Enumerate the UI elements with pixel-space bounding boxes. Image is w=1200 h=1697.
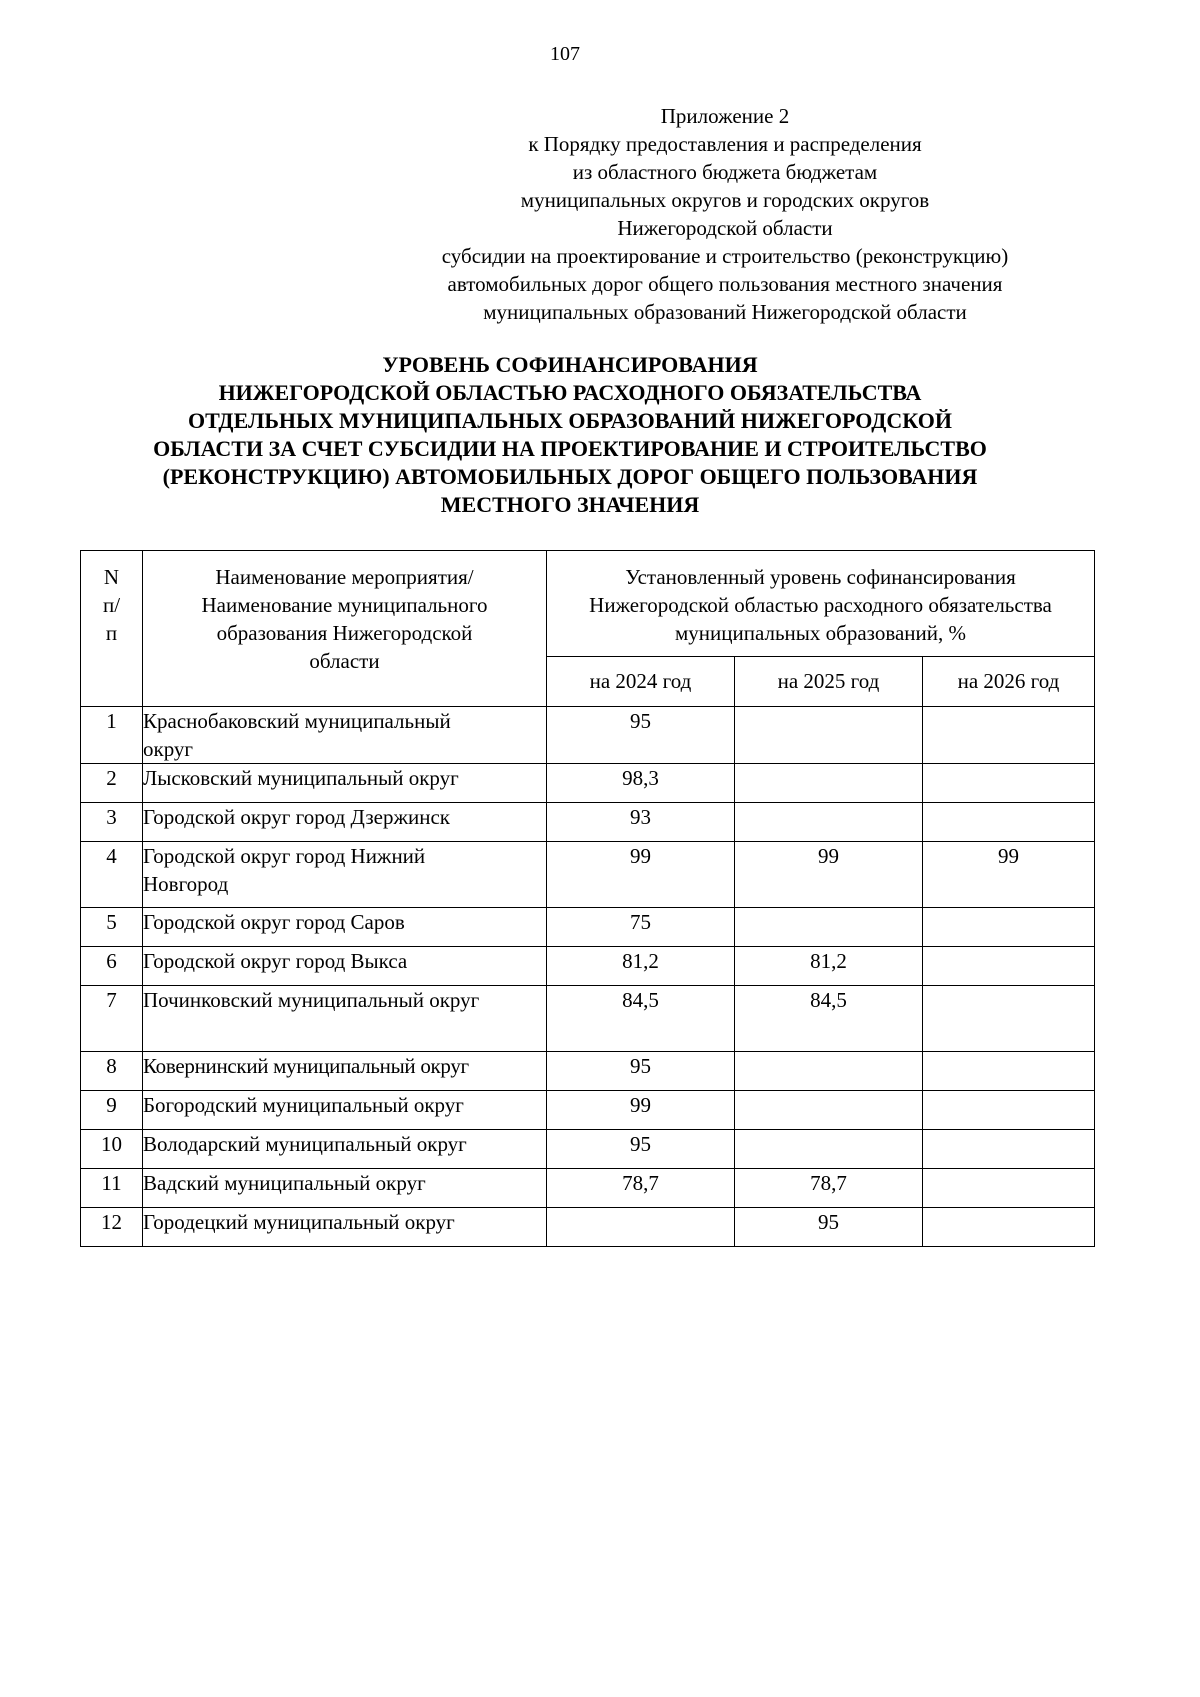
row-value-2026: 99 xyxy=(923,842,1095,908)
row-name: Ковернинский муниципальный округ xyxy=(143,1052,547,1091)
appendix-line: из областного бюджета бюджетам xyxy=(572,160,878,184)
header-year-text: на 2024 год xyxy=(589,669,692,693)
row-number: 7 xyxy=(81,986,143,1052)
row-value-2026 xyxy=(923,908,1095,947)
row-number: 6 xyxy=(81,947,143,986)
row-number: 10 xyxy=(81,1130,143,1169)
row-value-2024: 95 xyxy=(547,1130,735,1169)
row-value-2025 xyxy=(735,707,923,764)
row-value-2025: 99 xyxy=(735,842,923,908)
table-row xyxy=(81,986,1095,1052)
row-number: 5 xyxy=(81,908,143,947)
title-line: (РЕКОНСТРУКЦИЮ) АВТОМОБИЛЬНЫХ ДОРОГ ОБЩЕГО ПОЛЬЗОВАНИЯ xyxy=(162,464,978,489)
row-value-2024: 95 xyxy=(547,1052,735,1091)
row-name: Городской округ город Выкса xyxy=(143,947,547,986)
row-value-2025 xyxy=(735,764,923,803)
header-name xyxy=(143,551,547,707)
header-year-text: на 2025 год xyxy=(777,669,880,693)
row-value-2024: 99 xyxy=(547,1091,735,1130)
row-value-2024: 98,3 xyxy=(547,764,735,803)
row-name: Богородский муниципальный округ xyxy=(143,1091,547,1130)
row-value-2026 xyxy=(923,803,1095,842)
header-number xyxy=(81,551,143,707)
row-value-2025: 81,2 xyxy=(735,947,923,986)
row-value-2026 xyxy=(923,947,1095,986)
row-value-2025 xyxy=(735,908,923,947)
row-number: 3 xyxy=(81,803,143,842)
table-row xyxy=(81,1052,1095,1091)
appendix-header xyxy=(380,102,1070,326)
row-value-2024 xyxy=(547,1208,735,1247)
appendix-line: к Порядку предоставления и распределения xyxy=(528,132,922,156)
row-value-2024: 75 xyxy=(547,908,735,947)
row-value-2024: 95 xyxy=(547,707,735,764)
header-level xyxy=(547,551,1095,657)
table-header-row xyxy=(81,551,1095,657)
title-line: ОТДЕЛЬНЫХ МУНИЦИПАЛЬНЫХ ОБРАЗОВАНИЙ НИЖЕГОРОДСКОЙ xyxy=(188,408,952,433)
row-number: 9 xyxy=(81,1091,143,1130)
row-name xyxy=(143,986,547,1052)
row-number: 1 xyxy=(81,707,143,764)
row-name-text: Починковский муниципальный округ xyxy=(143,988,480,1012)
row-value-2024: 78,7 xyxy=(547,1169,735,1208)
table-row xyxy=(81,764,1095,803)
row-number: 4 xyxy=(81,842,143,908)
row-value-2025: 84,5 xyxy=(735,986,923,1052)
appendix-line: Нижегородской области xyxy=(617,216,833,240)
title-line: МЕСТНОГО ЗНАЧЕНИЯ xyxy=(440,492,700,517)
row-value-2026 xyxy=(923,707,1095,764)
appendix-line: муниципальных округов и городских округов xyxy=(520,188,930,212)
title-line: ОБЛАСТИ ЗА СЧЕТ СУБСИДИИ НА ПРОЕКТИРОВАНИЕ И СТРОИТЕЛЬСТВО xyxy=(153,436,987,461)
cofinancing-table xyxy=(80,550,1095,1247)
row-number: 12 xyxy=(81,1208,143,1247)
row-value-2026 xyxy=(923,1208,1095,1247)
row-value-2025 xyxy=(735,1130,923,1169)
page-number: 107 xyxy=(550,43,580,65)
row-number: 8 xyxy=(81,1052,143,1091)
document-title xyxy=(70,351,1070,519)
header-year-text: на 2026 год xyxy=(957,669,1060,693)
table-row xyxy=(81,947,1095,986)
appendix-line: Приложение 2 xyxy=(660,104,790,128)
row-name: Городецкий муниципальный округ xyxy=(143,1208,547,1247)
row-value-2025: 78,7 xyxy=(735,1169,923,1208)
table-row xyxy=(81,707,1095,764)
table-row xyxy=(81,1091,1095,1130)
table-row xyxy=(81,842,1095,908)
row-name xyxy=(143,707,547,764)
row-number: 2 xyxy=(81,764,143,803)
row-value-2026 xyxy=(923,1169,1095,1208)
row-value-2026 xyxy=(923,1130,1095,1169)
row-value-2026 xyxy=(923,1052,1095,1091)
header-level-text: Установленный уровень софинансирования Нижегородской областью расходного обязательства муниципальных образований, % xyxy=(589,565,1052,645)
row-name-text: Городской округ город Нижний Новгород xyxy=(143,844,426,896)
row-name: Лысковский муниципальный округ xyxy=(143,764,547,803)
table-row xyxy=(81,803,1095,842)
row-name: Городской округ город Саров xyxy=(143,908,547,947)
table-row xyxy=(81,908,1095,947)
row-name-text: Краснобаковский муниципальный округ xyxy=(143,709,451,761)
row-value-2024: 93 xyxy=(547,803,735,842)
row-value-2024: 99 xyxy=(547,842,735,908)
header-name-text: Наименование мероприятия/Наименование муниципального образования Нижегородской области xyxy=(201,565,488,673)
header-year-2024 xyxy=(547,657,735,707)
table-row xyxy=(81,1208,1095,1247)
table-row xyxy=(81,1130,1095,1169)
row-value-2025 xyxy=(735,1052,923,1091)
row-value-2024: 84,5 xyxy=(547,986,735,1052)
row-value-2026 xyxy=(923,764,1095,803)
title-line: УРОВЕНЬ СОФИНАНСИРОВАНИЯ xyxy=(382,352,758,377)
row-value-2026 xyxy=(923,1091,1095,1130)
row-value-2025 xyxy=(735,803,923,842)
row-value-2025: 95 xyxy=(735,1208,923,1247)
header-number-text: N п/п xyxy=(102,565,121,645)
row-value-2026 xyxy=(923,986,1095,1052)
header-year-2026 xyxy=(923,657,1095,707)
appendix-line: автомобильных дорог общего пользования местного значения xyxy=(447,272,1003,296)
row-name: Вадский муниципальный округ xyxy=(143,1169,547,1208)
row-value-2025 xyxy=(735,1091,923,1130)
row-number: 11 xyxy=(81,1169,143,1208)
row-name xyxy=(143,842,547,908)
row-name: Городской округ город Дзержинск xyxy=(143,803,547,842)
appendix-line: муниципальных образований Нижегородской области xyxy=(483,300,967,324)
row-value-2024: 81,2 xyxy=(547,947,735,986)
row-name: Володарский муниципальный округ xyxy=(143,1130,547,1169)
header-year-2025 xyxy=(735,657,923,707)
table-row xyxy=(81,1169,1095,1208)
title-line: НИЖЕГОРОДСКОЙ ОБЛАСТЬЮ РАСХОДНОГО ОБЯЗАТЕЛЬСТВА xyxy=(218,380,922,405)
appendix-line: субсидии на проектирование и строительство (реконструкцию) xyxy=(441,244,1009,268)
